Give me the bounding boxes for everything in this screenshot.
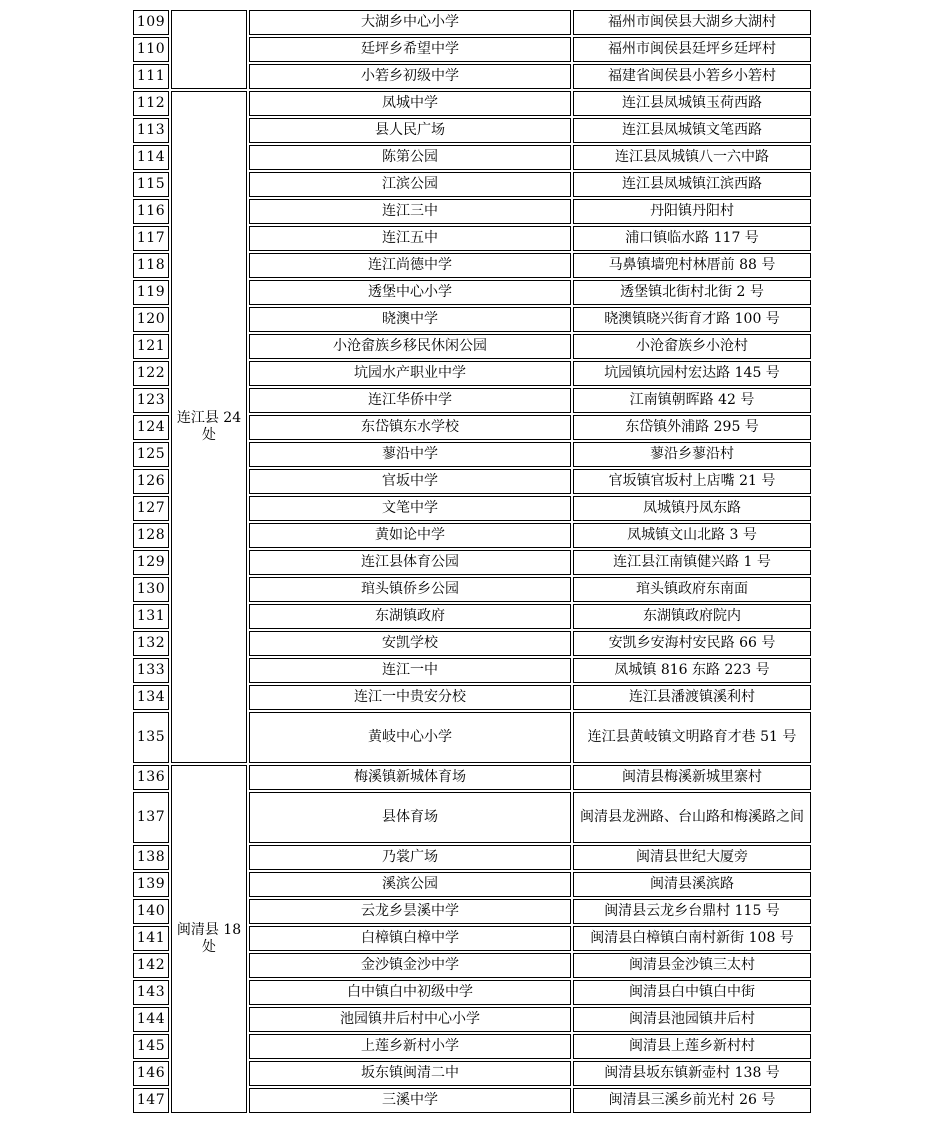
venue-name-cell: 上莲乡新村小学 — [249, 1034, 571, 1059]
address-cell: 福州市闽侯县大湖乡大湖村 — [573, 10, 811, 35]
row-number-cell: 131 — [133, 604, 169, 629]
row-number-cell: 144 — [133, 1007, 169, 1032]
venue-name-cell: 连江一中贵安分校 — [249, 685, 571, 710]
row-number-cell: 145 — [133, 1034, 169, 1059]
row-number-cell: 117 — [133, 226, 169, 251]
venue-name-cell: 文笔中学 — [249, 496, 571, 521]
row-number-cell: 122 — [133, 361, 169, 386]
venue-name-cell: 小沧畲族乡移民休闲公园 — [249, 334, 571, 359]
venue-name-cell: 琯头镇侨乡公园 — [249, 577, 571, 602]
row-number-cell: 119 — [133, 280, 169, 305]
venue-name-cell: 溪滨公园 — [249, 872, 571, 897]
address-cell: 闽清县溪滨路 — [573, 872, 811, 897]
address-cell: 闽清县池园镇井后村 — [573, 1007, 811, 1032]
row-number-cell: 133 — [133, 658, 169, 683]
row-number-cell: 120 — [133, 307, 169, 332]
address-cell: 小沧畲族乡小沧村 — [573, 334, 811, 359]
table-row — [133, 91, 811, 116]
row-number-cell: 116 — [133, 199, 169, 224]
venue-name-cell: 连江一中 — [249, 658, 571, 683]
venue-name-cell: 连江华侨中学 — [249, 388, 571, 413]
venue-name-cell: 连江尚德中学 — [249, 253, 571, 278]
venue-name-cell: 晓澳中学 — [249, 307, 571, 332]
address-cell: 闽清县上莲乡新村村 — [573, 1034, 811, 1059]
address-cell: 透堡镇北街村北街 2 号 — [573, 280, 811, 305]
address-cell: 福建省闽侯县小箬乡小箬村 — [573, 64, 811, 89]
row-number-cell: 110 — [133, 37, 169, 62]
address-cell: 闽清县云龙乡台鼎村 115 号 — [573, 899, 811, 924]
venue-name-cell: 官坂中学 — [249, 469, 571, 494]
address-cell: 闽清县金沙镇三太村 — [573, 953, 811, 978]
address-cell: 连江县潘渡镇溪利村 — [573, 685, 811, 710]
address-cell: 闽清县龙洲路、台山路和梅溪路之间 — [573, 792, 811, 843]
venue-name-cell: 坂东镇闽清二中 — [249, 1061, 571, 1086]
table-row — [133, 10, 811, 35]
address-cell: 凤城镇文山北路 3 号 — [573, 523, 811, 548]
address-cell: 闽清县白中镇白中街 — [573, 980, 811, 1005]
row-number-cell: 130 — [133, 577, 169, 602]
region-merged-cell: 闽清县 18 处 — [171, 765, 247, 1113]
row-number-cell: 111 — [133, 64, 169, 89]
table-row — [133, 765, 811, 790]
address-cell: 连江县黄岐镇文明路育才巷 51 号 — [573, 712, 811, 763]
venue-name-cell: 透堡中心小学 — [249, 280, 571, 305]
row-number-cell: 139 — [133, 872, 169, 897]
address-cell: 闽清县坂东镇新壶村 138 号 — [573, 1061, 811, 1086]
row-number-cell: 143 — [133, 980, 169, 1005]
venue-name-cell: 县体育场 — [249, 792, 571, 843]
row-number-cell: 136 — [133, 765, 169, 790]
venue-name-cell: 安凯学校 — [249, 631, 571, 656]
address-cell: 东岱镇外浦路 295 号 — [573, 415, 811, 440]
venue-name-cell: 蓼沿中学 — [249, 442, 571, 467]
address-cell: 晓澳镇晓兴街育才路 100 号 — [573, 307, 811, 332]
address-cell: 坑园镇坑园村宏达路 145 号 — [573, 361, 811, 386]
venue-name-cell: 连江县体育公园 — [249, 550, 571, 575]
venue-name-cell: 三溪中学 — [249, 1088, 571, 1113]
venue-name-cell: 江滨公园 — [249, 172, 571, 197]
venue-name-cell: 坑园水产职业中学 — [249, 361, 571, 386]
address-cell: 连江县凤城镇文笔西路 — [573, 118, 811, 143]
venue-name-cell: 陈第公园 — [249, 145, 571, 170]
venue-name-cell: 连江五中 — [249, 226, 571, 251]
row-number-cell: 132 — [133, 631, 169, 656]
address-cell: 蓼沿乡蓼沿村 — [573, 442, 811, 467]
region-merged-cell: 连江县 24 处 — [171, 91, 247, 763]
address-cell: 闽清县梅溪新城里寨村 — [573, 765, 811, 790]
venue-name-cell: 连江三中 — [249, 199, 571, 224]
row-number-cell: 135 — [133, 712, 169, 763]
address-cell: 连江县江南镇健兴路 1 号 — [573, 550, 811, 575]
row-number-cell: 114 — [133, 145, 169, 170]
venues-table — [131, 8, 813, 1115]
row-number-cell: 140 — [133, 899, 169, 924]
venue-name-cell: 廷坪乡希望中学 — [249, 37, 571, 62]
venues-table-body — [133, 10, 811, 1113]
row-number-cell: 126 — [133, 469, 169, 494]
address-cell: 东湖镇政府院内 — [573, 604, 811, 629]
address-cell: 闽清县白樟镇白南村新街 108 号 — [573, 926, 811, 951]
address-cell: 凤城镇 816 东路 223 号 — [573, 658, 811, 683]
venue-name-cell: 凤城中学 — [249, 91, 571, 116]
address-cell: 官坂镇官坂村上店嘴 21 号 — [573, 469, 811, 494]
row-number-cell: 138 — [133, 845, 169, 870]
row-number-cell: 129 — [133, 550, 169, 575]
venue-name-cell: 乃裳广场 — [249, 845, 571, 870]
address-cell: 福州市闽侯县廷坪乡廷坪村 — [573, 37, 811, 62]
venue-name-cell: 县人民广场 — [249, 118, 571, 143]
row-number-cell: 121 — [133, 334, 169, 359]
row-number-cell: 142 — [133, 953, 169, 978]
venue-name-cell: 白中镇白中初级中学 — [249, 980, 571, 1005]
address-cell: 闽清县世纪大厦旁 — [573, 845, 811, 870]
venue-name-cell: 白樟镇白樟中学 — [249, 926, 571, 951]
row-number-cell: 113 — [133, 118, 169, 143]
address-cell: 连江县凤城镇江滨西路 — [573, 172, 811, 197]
row-number-cell: 128 — [133, 523, 169, 548]
address-cell: 江南镇朝晖路 42 号 — [573, 388, 811, 413]
address-cell: 安凯乡安海村安民路 66 号 — [573, 631, 811, 656]
address-cell: 丹阳镇丹阳村 — [573, 199, 811, 224]
row-number-cell: 115 — [133, 172, 169, 197]
row-number-cell: 112 — [133, 91, 169, 116]
venue-name-cell: 黄岐中心小学 — [249, 712, 571, 763]
row-number-cell: 125 — [133, 442, 169, 467]
region-merged-cell — [171, 10, 247, 89]
venue-name-cell: 大湖乡中心小学 — [249, 10, 571, 35]
venue-name-cell: 池园镇井后村中心小学 — [249, 1007, 571, 1032]
address-cell: 琯头镇政府东南面 — [573, 577, 811, 602]
row-number-cell: 127 — [133, 496, 169, 521]
row-number-cell: 137 — [133, 792, 169, 843]
venue-name-cell: 梅溪镇新城体育场 — [249, 765, 571, 790]
row-number-cell: 147 — [133, 1088, 169, 1113]
row-number-cell: 123 — [133, 388, 169, 413]
row-number-cell: 118 — [133, 253, 169, 278]
venue-name-cell: 黄如论中学 — [249, 523, 571, 548]
venue-name-cell: 小箬乡初级中学 — [249, 64, 571, 89]
address-cell: 连江县凤城镇八一六中路 — [573, 145, 811, 170]
address-cell: 闽清县三溪乡前光村 26 号 — [573, 1088, 811, 1113]
row-number-cell: 109 — [133, 10, 169, 35]
row-number-cell: 146 — [133, 1061, 169, 1086]
venue-name-cell: 金沙镇金沙中学 — [249, 953, 571, 978]
row-number-cell: 124 — [133, 415, 169, 440]
row-number-cell: 134 — [133, 685, 169, 710]
venue-name-cell: 东岱镇东水学校 — [249, 415, 571, 440]
address-cell: 马鼻镇墙兜村林厝前 88 号 — [573, 253, 811, 278]
address-cell: 连江县凤城镇玉荷西路 — [573, 91, 811, 116]
address-cell: 凤城镇丹凤东路 — [573, 496, 811, 521]
row-number-cell: 141 — [133, 926, 169, 951]
address-cell: 浦口镇临水路 117 号 — [573, 226, 811, 251]
venue-name-cell: 云龙乡昙溪中学 — [249, 899, 571, 924]
venue-name-cell: 东湖镇政府 — [249, 604, 571, 629]
